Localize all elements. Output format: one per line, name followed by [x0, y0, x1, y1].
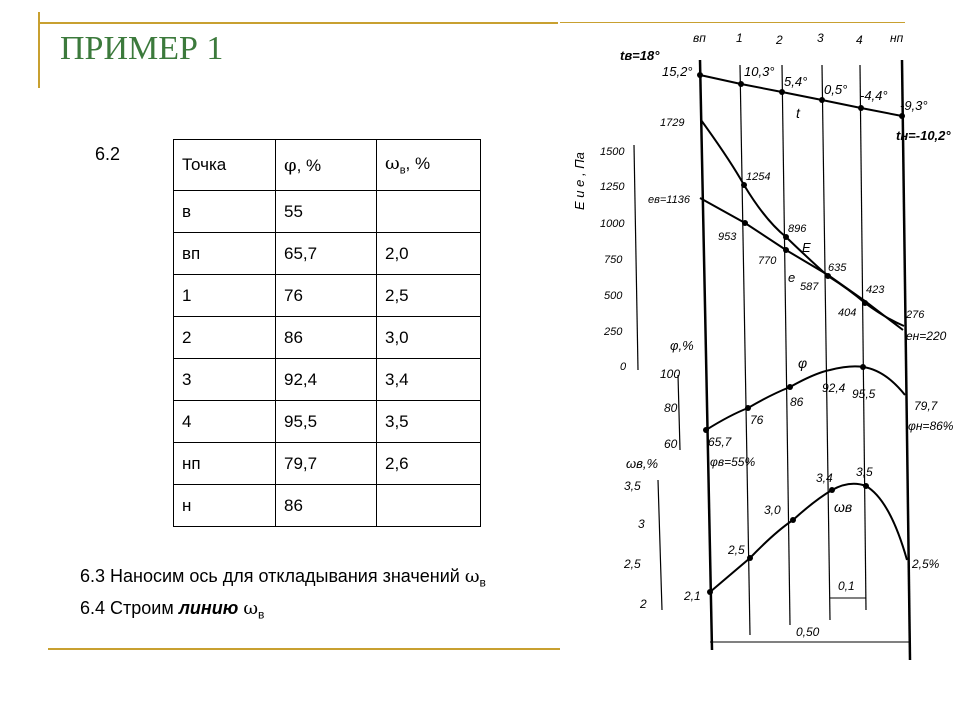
e-value: 953 [718, 231, 737, 243]
humidity-tick: 100 [660, 367, 681, 381]
temp-point [738, 81, 744, 87]
omega-curve-label: ωв [834, 499, 853, 515]
cell-omega: 3,0 [377, 317, 481, 359]
table-header-row [174, 140, 481, 191]
layer-line-4 [860, 65, 866, 610]
layer-line-vp [700, 60, 712, 650]
wall-moisture-diagram [560, 20, 960, 660]
table-row [174, 317, 481, 359]
e-point [742, 220, 748, 226]
E-value: 635 [828, 262, 847, 274]
e-inner-label: eв=1136 [648, 194, 690, 206]
cell-phi: 86 [276, 317, 377, 359]
data-table [173, 139, 481, 527]
phi-point [787, 384, 793, 390]
cell-point: 2 [174, 317, 276, 359]
phi-value: 76 [750, 413, 764, 427]
temp-point [858, 105, 864, 111]
E-value: 1729 [660, 117, 685, 129]
table-row [174, 443, 481, 485]
layer-label: 1 [736, 31, 743, 45]
cell-point: 4 [174, 401, 276, 443]
omega-value: 3,4 [816, 471, 833, 485]
layer-label: 2 [776, 33, 783, 47]
E-value: 896 [788, 223, 807, 235]
moisture-tick: 3 [638, 517, 645, 531]
phi-inner-label: φв=55% [710, 455, 756, 469]
e-value: 404 [838, 307, 857, 319]
dim-small-label: 0,1 [838, 579, 855, 593]
e-value: 770 [758, 255, 777, 267]
omega-value: 2,5% [912, 557, 940, 571]
cell-point: 3 [174, 359, 276, 401]
moisture-tick: 3,5 [624, 479, 641, 493]
temp-point [697, 72, 703, 78]
phi-point [703, 427, 709, 433]
cell-point: нп [174, 443, 276, 485]
cell-omega: 2,5 [377, 275, 481, 317]
pressure-axis [634, 145, 638, 370]
omega-value: 2,5 [728, 543, 745, 557]
omega-point [790, 517, 796, 523]
table-row [174, 401, 481, 443]
humidity-axis-label: φ,% [670, 338, 694, 353]
pressure-tick: 750 [604, 254, 623, 266]
t-curve-label: t [796, 105, 800, 121]
header-point: Точка [174, 140, 276, 191]
t-value: 10,3° [744, 64, 775, 79]
cell-omega: 3,5 [377, 401, 481, 443]
phi-point [860, 364, 866, 370]
slide-title: ПРИМЕР 1 [60, 30, 224, 67]
header-phi: φ, % [276, 140, 377, 191]
layer-label: нп [890, 31, 904, 45]
temp-point [899, 113, 905, 119]
e-value: 587 [800, 281, 819, 293]
humidity-tick: 80 [664, 401, 678, 415]
moisture-tick: 2 [640, 597, 647, 611]
cell-point: н [174, 485, 276, 527]
layer-line-3 [822, 65, 830, 620]
cell-phi: 65,7 [276, 233, 377, 275]
table-row [174, 233, 481, 275]
step-6-3-note: 6.3 Наносим ось для откладывания значений $\omega_в$ [80, 566, 486, 590]
t-value: 15,2° [662, 64, 693, 79]
cell-phi: 95,5 [276, 401, 377, 443]
temp-point [779, 89, 785, 95]
phi-outer-label: φн=86% [908, 419, 954, 433]
section-number: 6.2 [95, 144, 121, 164]
step-6-4-note: 6.4 Строим линию $\omega_в$ [80, 598, 265, 622]
partial-pressure-curve-e [700, 198, 903, 330]
phi-curve-label: φ [798, 355, 808, 371]
pressure-axis-label: E и е , Па [572, 152, 587, 210]
table-row [174, 485, 481, 527]
phi-value: 86 [790, 395, 804, 409]
cell-point: в [174, 191, 276, 233]
e-curve-label: e [788, 270, 796, 285]
table-row [174, 191, 481, 233]
t-value: -9,3° [900, 98, 928, 113]
t-value: 5,4° [784, 74, 808, 89]
cell-point: вп [174, 233, 276, 275]
humidity-tick: 60 [664, 437, 678, 451]
cell-phi: 76 [276, 275, 377, 317]
pressure-tick: 0 [620, 361, 627, 373]
left-rule [38, 12, 40, 88]
e-point [783, 247, 789, 253]
phi-value: 95,5 [852, 387, 876, 401]
cell-omega: 3,4 [377, 359, 481, 401]
top-rule [38, 22, 558, 24]
bottom-rule [48, 648, 560, 650]
cell-phi: 86 [276, 485, 377, 527]
cell-phi: 55 [276, 191, 377, 233]
cell-omega: 2,0 [377, 233, 481, 275]
t-inner-label: tв=18° [620, 48, 660, 63]
omega-value: 3,5 [856, 465, 873, 479]
cell-point: 1 [174, 275, 276, 317]
table-row [174, 359, 481, 401]
humidity-axis [678, 375, 680, 450]
E-value: 423 [866, 284, 885, 296]
pressure-tick: 500 [604, 290, 623, 302]
t-outer-label: tн=-10,2° [896, 128, 951, 143]
E-point [862, 300, 868, 306]
cell-omega: 2,6 [377, 443, 481, 485]
phi-value: 65,7 [708, 435, 732, 449]
t-value: 0,5° [824, 82, 848, 97]
temp-point [819, 97, 825, 103]
layer-label: 4 [856, 33, 863, 47]
layer-line-2 [782, 65, 790, 625]
omega-point [707, 589, 713, 595]
phi-point [745, 405, 751, 411]
table-row [174, 275, 481, 317]
cell-phi: 92,4 [276, 359, 377, 401]
omega-point [747, 555, 753, 561]
omega-point [863, 483, 869, 489]
e-outer-label: eн=220 [906, 329, 947, 343]
pressure-tick: 250 [604, 326, 623, 338]
cell-omega [377, 485, 481, 527]
pressure-tick: 1500 [600, 146, 625, 158]
cell-phi: 79,7 [276, 443, 377, 485]
moisture-axis-label: ωв,% [626, 456, 659, 471]
pressure-tick: 1250 [600, 181, 625, 193]
phi-value: 92,4 [822, 381, 846, 395]
header-omega: $\omega_в$, % [377, 140, 481, 191]
phi-value: 79,7 [914, 399, 938, 413]
t-value: -4,4° [860, 88, 888, 103]
moisture-curve-omega [710, 484, 907, 592]
omega-value: 2,1 [684, 589, 701, 603]
moisture-tick: 2,5 [624, 557, 641, 571]
moisture-axis [658, 480, 662, 610]
E-value: 1254 [746, 171, 771, 183]
E-value: 276 [906, 309, 925, 321]
E-curve-label: E [802, 240, 811, 255]
dim-total-label: 0,50 [796, 625, 820, 639]
layer-label: 3 [817, 31, 824, 45]
layer-label: вп [693, 31, 706, 45]
pressure-tick: 1000 [600, 218, 625, 230]
omega-value: 3,0 [764, 503, 781, 517]
cell-omega [377, 191, 481, 233]
layer-line-np [902, 60, 910, 660]
omega-point [829, 487, 835, 493]
